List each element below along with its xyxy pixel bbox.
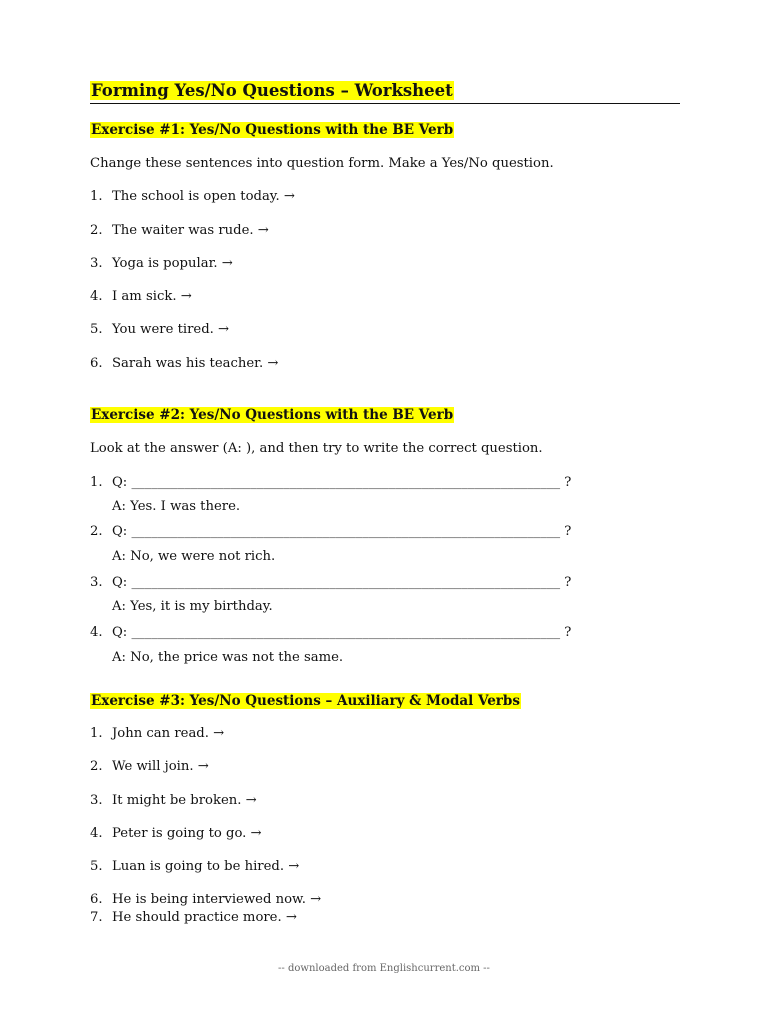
- ex3-item-4: [90, 825, 262, 843]
- exercise1-heading: [90, 121, 454, 139]
- exercise1-heading-text: Exercise #1: Yes/No Questions with the BE Verb: [91, 122, 454, 138]
- ex3-item-2: [90, 758, 209, 776]
- ex2-answer-3: A: Yes, it is my birthday.: [112, 599, 273, 614]
- worksheet-title-bar: [90, 80, 680, 104]
- item-number: 2.: [90, 524, 103, 539]
- ex2-question-4: [90, 624, 571, 642]
- exercise2-heading: [90, 406, 454, 424]
- item-sentence: Sarah was his teacher. →: [112, 356, 279, 371]
- item-number: 4.: [90, 289, 103, 304]
- ex1-item-3: [90, 255, 233, 273]
- ex2-answer-4: A: No, the price was not the same.: [112, 650, 344, 665]
- ex3-item-5: [90, 858, 299, 876]
- ex2-question-1: [90, 474, 571, 492]
- ex2-question-2: [90, 523, 571, 541]
- item-number: 2.: [90, 223, 103, 238]
- item-sentence: We will join. →: [112, 759, 209, 774]
- item-number: 1.: [90, 726, 103, 741]
- item-sentence: I am sick. →: [112, 289, 192, 304]
- item-number: 3.: [90, 256, 103, 271]
- item-sentence: He should practice more. →: [112, 910, 297, 925]
- question-blank: Q: _________________________________________________________________ ?: [112, 475, 572, 490]
- item-number: 3.: [90, 575, 103, 590]
- ex3-item-6: [90, 891, 321, 909]
- item-number: 5.: [90, 859, 103, 874]
- question-blank: Q: _________________________________________________________________ ?: [112, 625, 572, 640]
- item-number: 3.: [90, 793, 103, 808]
- download-footer: -- downloaded from Englishcurrent.com --: [278, 963, 490, 974]
- item-number: 4.: [90, 826, 103, 841]
- exercise2-instruction: Look at the answer (A: ), and then try to write the correct question.: [90, 441, 543, 456]
- item-sentence: Peter is going to go. →: [112, 826, 262, 841]
- item-number: 2.: [90, 759, 103, 774]
- ex2-answer-2: A: No, we were not rich.: [112, 549, 276, 564]
- ex3-item-7: [90, 909, 297, 927]
- item-sentence: Luan is going to be hired. →: [112, 859, 300, 874]
- ex1-item-1: [90, 188, 295, 206]
- item-number: 6.: [90, 356, 103, 371]
- ex1-item-2: [90, 222, 269, 240]
- worksheet-title: Forming Yes/No Questions – Worksheet: [91, 81, 453, 100]
- item-sentence: It might be broken. →: [112, 793, 257, 808]
- item-number: 5.: [90, 322, 103, 337]
- item-sentence: You were tired. →: [112, 322, 230, 337]
- item-sentence: The school is open today. →: [112, 189, 295, 204]
- ex1-item-6: [90, 355, 278, 373]
- exercise3-heading-text: Exercise #3: Yes/No Questions – Auxiliary & Modal Verbs: [91, 693, 520, 709]
- item-sentence: John can read. →: [112, 726, 225, 741]
- item-number: 1.: [90, 189, 103, 204]
- item-sentence: The waiter was rude. →: [112, 223, 269, 238]
- item-number: 7.: [90, 910, 103, 925]
- exercise2-heading-text: Exercise #2: Yes/No Questions with the BE Verb: [91, 407, 454, 423]
- ex1-item-4: [90, 288, 192, 306]
- exercise3-heading: [90, 692, 521, 710]
- item-number: 4.: [90, 625, 103, 640]
- item-number: 6.: [90, 892, 103, 907]
- ex3-item-3: [90, 792, 257, 810]
- question-blank: Q: _________________________________________________________________ ?: [112, 575, 572, 590]
- ex2-answer-1: A: Yes. I was there.: [112, 499, 241, 514]
- ex1-item-5: [90, 321, 229, 339]
- item-number: 1.: [90, 475, 103, 490]
- item-sentence: Yoga is popular. →: [112, 256, 233, 271]
- question-blank: Q: _________________________________________________________________ ?: [112, 524, 572, 539]
- item-sentence: He is being interviewed now. →: [112, 892, 322, 907]
- ex3-item-1: [90, 725, 224, 743]
- ex2-question-3: [90, 574, 571, 592]
- exercise1-instruction: Change these sentences into question form. Make a Yes/No question.: [90, 156, 554, 171]
